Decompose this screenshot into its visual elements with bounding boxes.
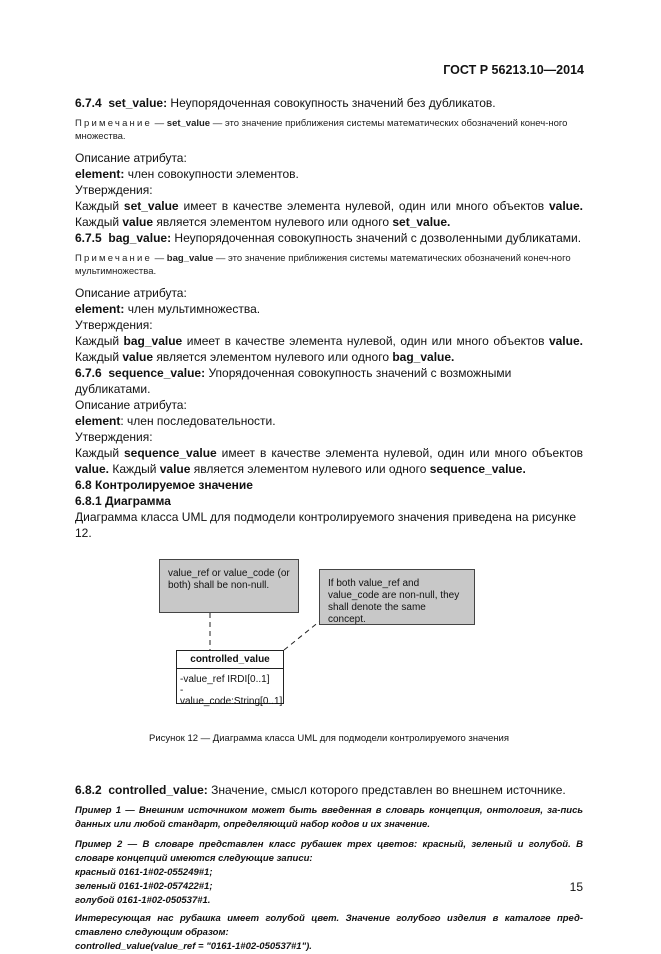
section-6-7-4-assert-title: Утверждения: [75, 183, 153, 197]
section-6-8-2-heading: 6.8.2 controlled_value: Значение, смысл которого представлен во внешнем источнике. [75, 783, 566, 797]
uml-class-attributes: -value_ref IRDI[0..1] -value_code:String[0..1] [180, 674, 283, 707]
example-1: Пример 1 — Внешним источником может быть введенная в словарь концепция, онтология, за-пись данных или любой стандарт, определяющий набор кодов и их значение. [75, 805, 583, 830]
page-number: 15 [569, 880, 583, 894]
section-6-7-5-attr: element: член мультимножества. [75, 302, 261, 316]
example-2-line-1: красный 0161-1#02-055249#1; [75, 867, 213, 878]
section-6-7-5-attr-title: Описание атрибута: [75, 286, 187, 300]
section-6-7-4-attr: element: член совокупности элементов. [75, 167, 299, 181]
section-6-7-5-note: Примечание — bag_value — это значение приближения системы математических обозначений конеч-ного мультимножества. [75, 253, 571, 277]
example-3-code: controlled_value(value_ref = "0161-1#02-050537#1"). [75, 941, 312, 952]
section-6-8-1-heading: 6.8.1 Диаграмма [75, 494, 171, 508]
section-6-7-6-attr: element: член последовательности. [75, 414, 276, 428]
uml-note-right: If both value_ref and value_code are non-null, they shall denote the same concept. [319, 569, 475, 625]
section-6-7-4-note: Примечание — set_value — это значение приближения системы математических обозначений конеч-ного множества. [75, 118, 568, 142]
example-3: Интересующая нас рубашка имеет голубой цвет. Значение голубого изделия в каталоге пред-ставлено следующим образом: [75, 913, 583, 938]
section-6-7-4-assertion: Каждый set_value имеет в качестве элемента нулевой, один или много объектов value. Каждый value является элементом нулевого или одного set_value. [75, 199, 584, 229]
section-6-8-heading: 6.8 Контролируемое значение [75, 478, 253, 492]
section-6-7-4-heading: 6.7.4 set_value: Неупорядоченная совокупность значений без дубликатов. [75, 96, 496, 110]
uml-class-name: controlled_value [177, 651, 283, 669]
uml-note-left: value_ref or value_code (or both) shall be non-null. [159, 559, 299, 613]
section-6-7-6-assert-title: Утверждения: [75, 430, 153, 444]
section-6-7-6-assertion: Каждый sequence_value имеет в качестве элемента нулевой, один или много объектов value. Каждый value является элементом нулевого или одного sequence_value. [75, 446, 583, 476]
section-6-7-5-heading: 6.7.5 bag_value: Неупорядоченная совокупность значений с дозволенными дубликатами. [75, 231, 582, 245]
uml-class-controlled-value [176, 650, 284, 707]
page-content [75, 95, 583, 954]
figure-caption: Рисунок 12 — Диаграмма класса UML для подмодели контролируемого значения [148, 733, 509, 744]
section-6-8-1-text: Диаграмма класса UML для подмодели контролируемого значения приведена на рисунке 12. [75, 510, 577, 540]
example-2-line-3: голубой 0161-1#02-050537#1. [75, 895, 211, 906]
section-6-7-5-assert-title: Утверждения: [75, 318, 153, 332]
section-6-7-5-assertion: Каждый bag_value имеет в качестве элемента нулевой, один или много объектов value. Каждый value является элементом нулевого или одного bag_value. [75, 334, 583, 364]
standard-header: ГОСТ Р 56213.10—2014 [443, 63, 584, 77]
section-6-7-4-attr-title: Описание атрибута: [75, 151, 187, 165]
example-2-line-2: зеленый 0161-1#02-057422#1; [75, 881, 213, 892]
uml-figure [75, 555, 583, 725]
section-6-7-6-attr-title: Описание атрибута: [75, 398, 187, 412]
section-6-7-6-heading: 6.7.6 sequence_value: Упорядоченная совокупность значений с возможными дубликатами. [75, 366, 512, 396]
example-2: Пример 2 — В словаре представлен класс рубашек трех цветов: красный, зеленый и голубой. В словаре концепций имеются следующие записи: [75, 839, 583, 864]
